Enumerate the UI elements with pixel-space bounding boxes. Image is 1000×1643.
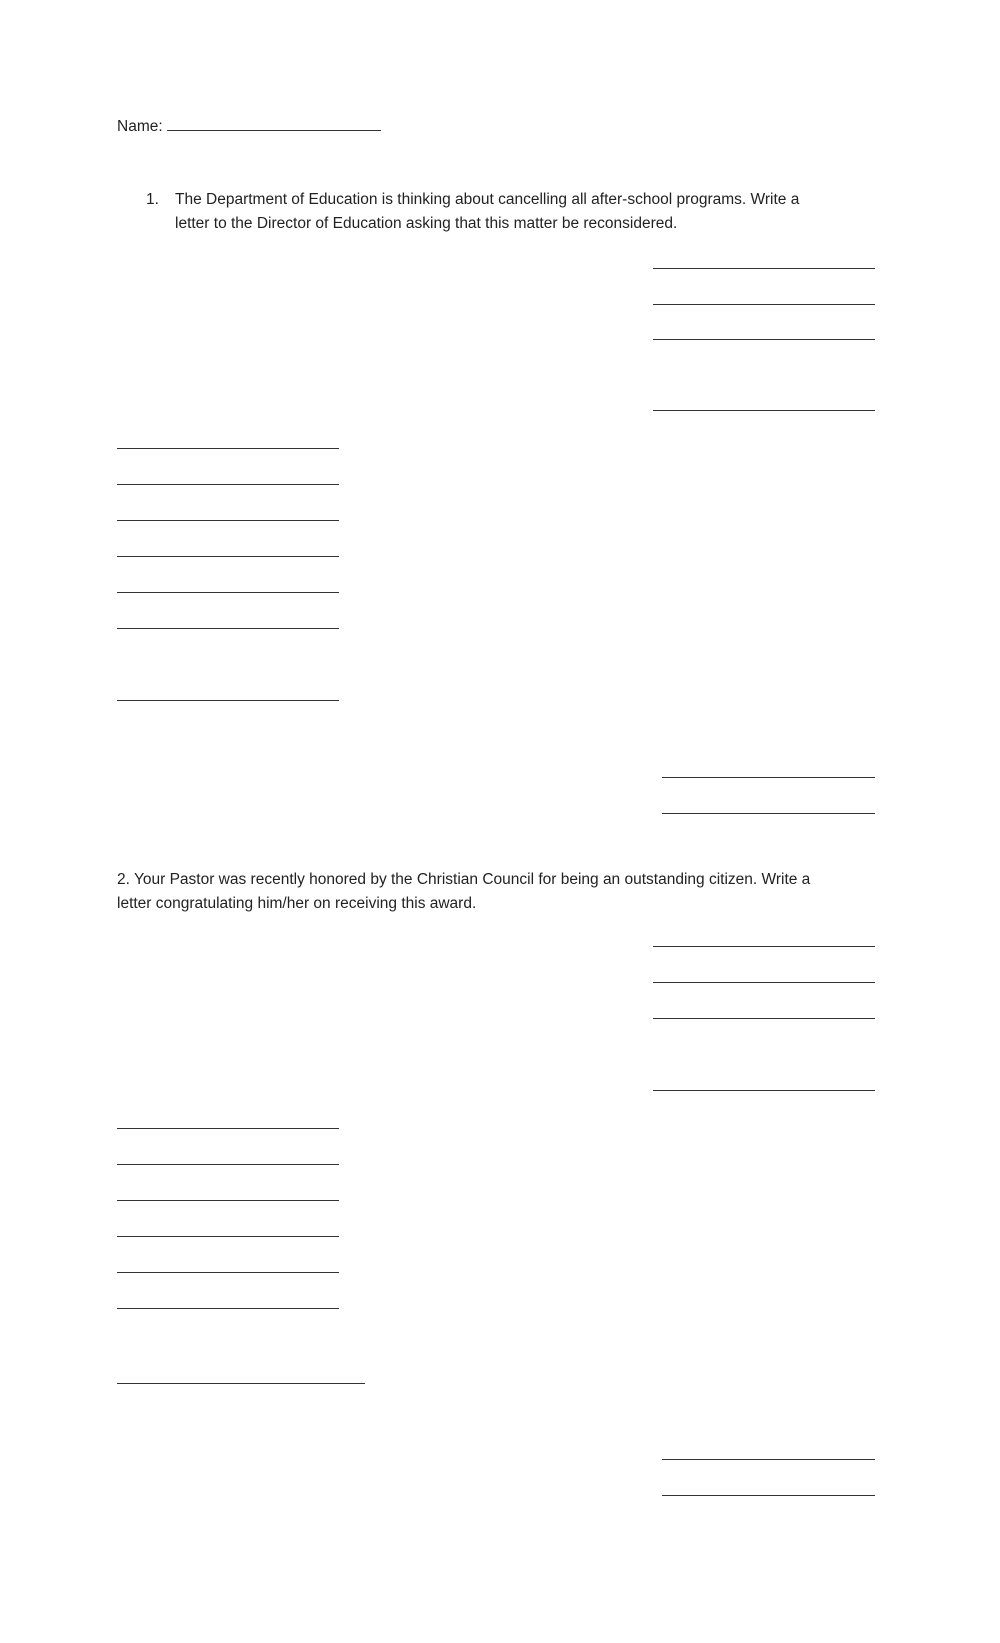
q2-recipient-line-1[interactable]: [117, 1128, 339, 1129]
question-2-line-1: 2. Your Pastor was recently honored by the Christian Council for being an outstanding citizen. Write a: [117, 871, 811, 888]
question-1-line-2: letter to the Director of Education asking that this matter be reconsidered.: [175, 215, 678, 232]
q2-recipient-line-4[interactable]: [117, 1236, 339, 1237]
q1-recipient-line-2[interactable]: [117, 484, 339, 485]
question-1-line-1: The Department of Education is thinking about cancelling all after-school programs. Write a: [175, 191, 800, 208]
q2-date-line[interactable]: [653, 1090, 875, 1091]
q1-recipient-line-5[interactable]: [117, 592, 339, 593]
q2-recipient-line-5[interactable]: [117, 1272, 339, 1273]
question-2-prompt: [117, 868, 810, 916]
q2-closing-line-1[interactable]: [662, 1459, 875, 1460]
q2-sender-address-line-3[interactable]: [653, 1018, 875, 1019]
q1-closing-line-1[interactable]: [662, 777, 875, 778]
q1-sender-address-line-1[interactable]: [653, 268, 875, 269]
q2-recipient-line-2[interactable]: [117, 1164, 339, 1165]
q1-sender-address-line-2[interactable]: [653, 304, 875, 305]
question-1-number: 1.: [146, 191, 159, 208]
q2-sender-address-line-1[interactable]: [653, 946, 875, 947]
q2-sender-address-line-2[interactable]: [653, 982, 875, 983]
name-label: Name:: [117, 118, 163, 135]
q2-recipient-line-3[interactable]: [117, 1200, 339, 1201]
question-1-prompt: [175, 188, 799, 236]
q1-sender-address-line-3[interactable]: [653, 339, 875, 340]
q1-closing-line-2[interactable]: [662, 813, 875, 814]
q1-salutation-line[interactable]: [117, 700, 339, 701]
name-row: [117, 114, 381, 139]
q1-date-line[interactable]: [653, 410, 875, 411]
q1-recipient-line-4[interactable]: [117, 556, 339, 557]
name-blank[interactable]: [167, 114, 381, 131]
q1-recipient-line-6[interactable]: [117, 628, 339, 629]
q2-recipient-line-6[interactable]: [117, 1308, 339, 1309]
q1-recipient-line-1[interactable]: [117, 448, 339, 449]
question-2-line-2: letter congratulating him/her on receiving this award.: [117, 895, 477, 912]
q2-closing-line-2[interactable]: [662, 1495, 875, 1496]
q1-recipient-line-3[interactable]: [117, 520, 339, 521]
q2-salutation-line[interactable]: [117, 1383, 365, 1384]
